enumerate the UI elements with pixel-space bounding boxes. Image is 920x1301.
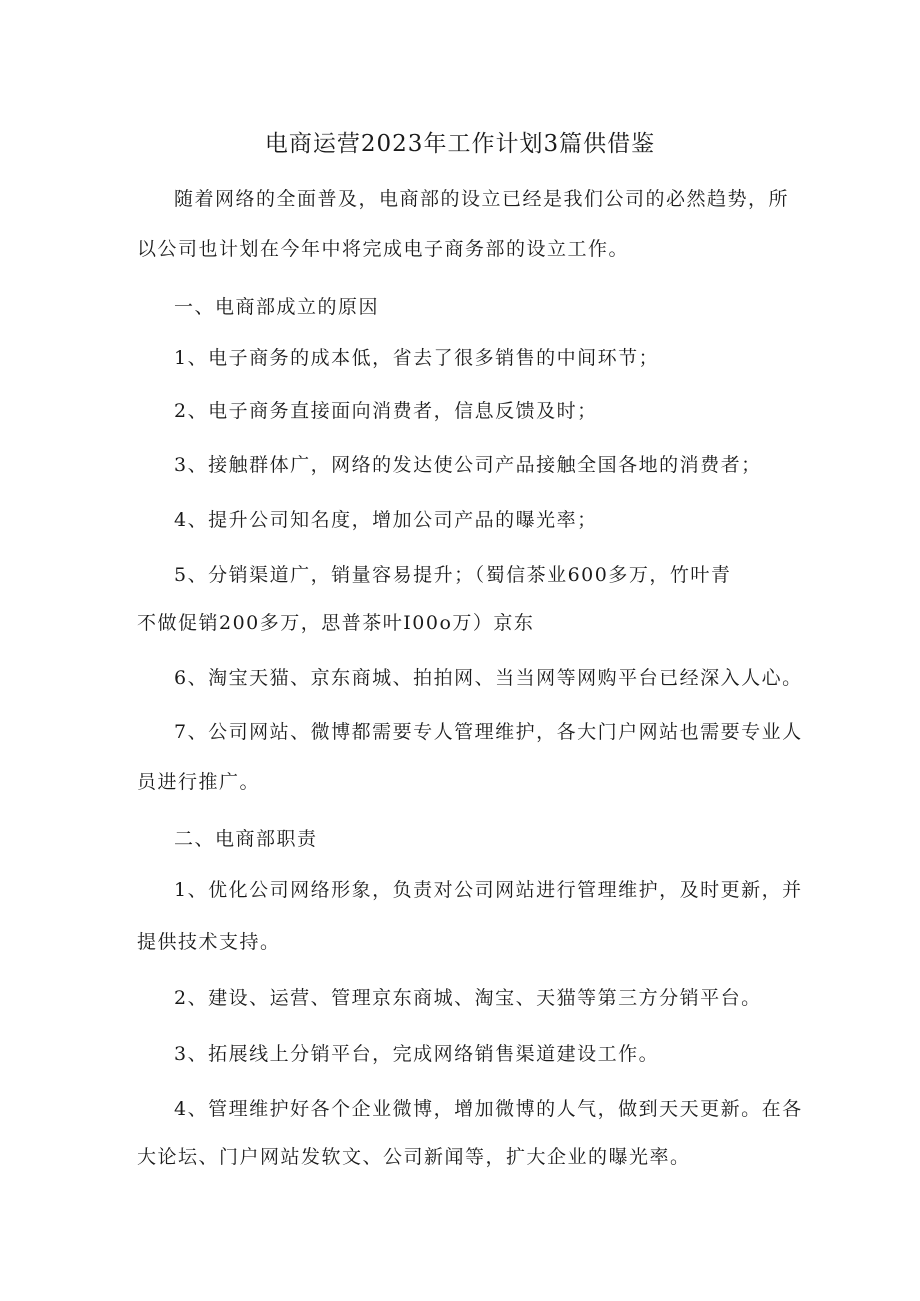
list-item: 2、建设、运营、管理京东商城、淘宝、天猫等第三方分销平台。 xyxy=(174,987,762,1009)
list-item: 5、分销渠道广，销量容易提升；（蜀信茶业600多万，竹叶青 xyxy=(174,564,732,586)
list-item: 7、公司网站、微博都需要专人管理维护，各大门户网站也需要专业人 xyxy=(174,721,803,743)
section-heading: 一、电商部成立的原因 xyxy=(174,296,380,318)
list-item: 3、拓展线上分销平台，完成网络销售渠道建设工作。 xyxy=(174,1043,660,1065)
paragraph-line: 随着网络的全面普及，电商部的设立已经是我们公司的必然趋势，所 xyxy=(174,188,790,210)
document-title: 电商运营2023年工作计划3篇供借鉴 xyxy=(264,131,656,157)
list-item: 4、管理维护好各个企业微博，增加微博的人气，做到天天更新。在各 xyxy=(174,1098,803,1120)
list-item-continuation: 员进行推广。 xyxy=(137,771,261,793)
list-item: 4、提升公司知名度，增加公司产品的曝光率； xyxy=(174,509,598,531)
list-item-continuation: 大论坛、门户网站发软文、公司新闻等，扩大企业的曝光率。 xyxy=(137,1146,691,1168)
section-heading: 二、电商部职责 xyxy=(174,828,318,850)
list-item: 1、电子商务的成本低，省去了很多销售的中间环节； xyxy=(174,347,660,369)
list-item-continuation: 不做促销200多万，思普茶叶I00o万）京东 xyxy=(137,612,535,634)
list-item: 3、接触群体广，网络的发达使公司产品接触全国各地的消费者； xyxy=(174,454,762,476)
list-item: 2、电子商务直接面向消费者，信息反馈及时； xyxy=(174,400,598,422)
list-item-continuation: 提供技术支持。 xyxy=(137,931,281,953)
list-item: 1、优化公司网络形象，负责对公司网站进行管理维护，及时更新，并 xyxy=(174,879,803,901)
list-item: 6、淘宝天猫、京东商城、拍拍网、当当网等网购平台已经深入人心。 xyxy=(174,667,803,689)
paragraph-line: 以公司也计划在今年中将完成电子商务部的设立工作。 xyxy=(137,238,630,260)
